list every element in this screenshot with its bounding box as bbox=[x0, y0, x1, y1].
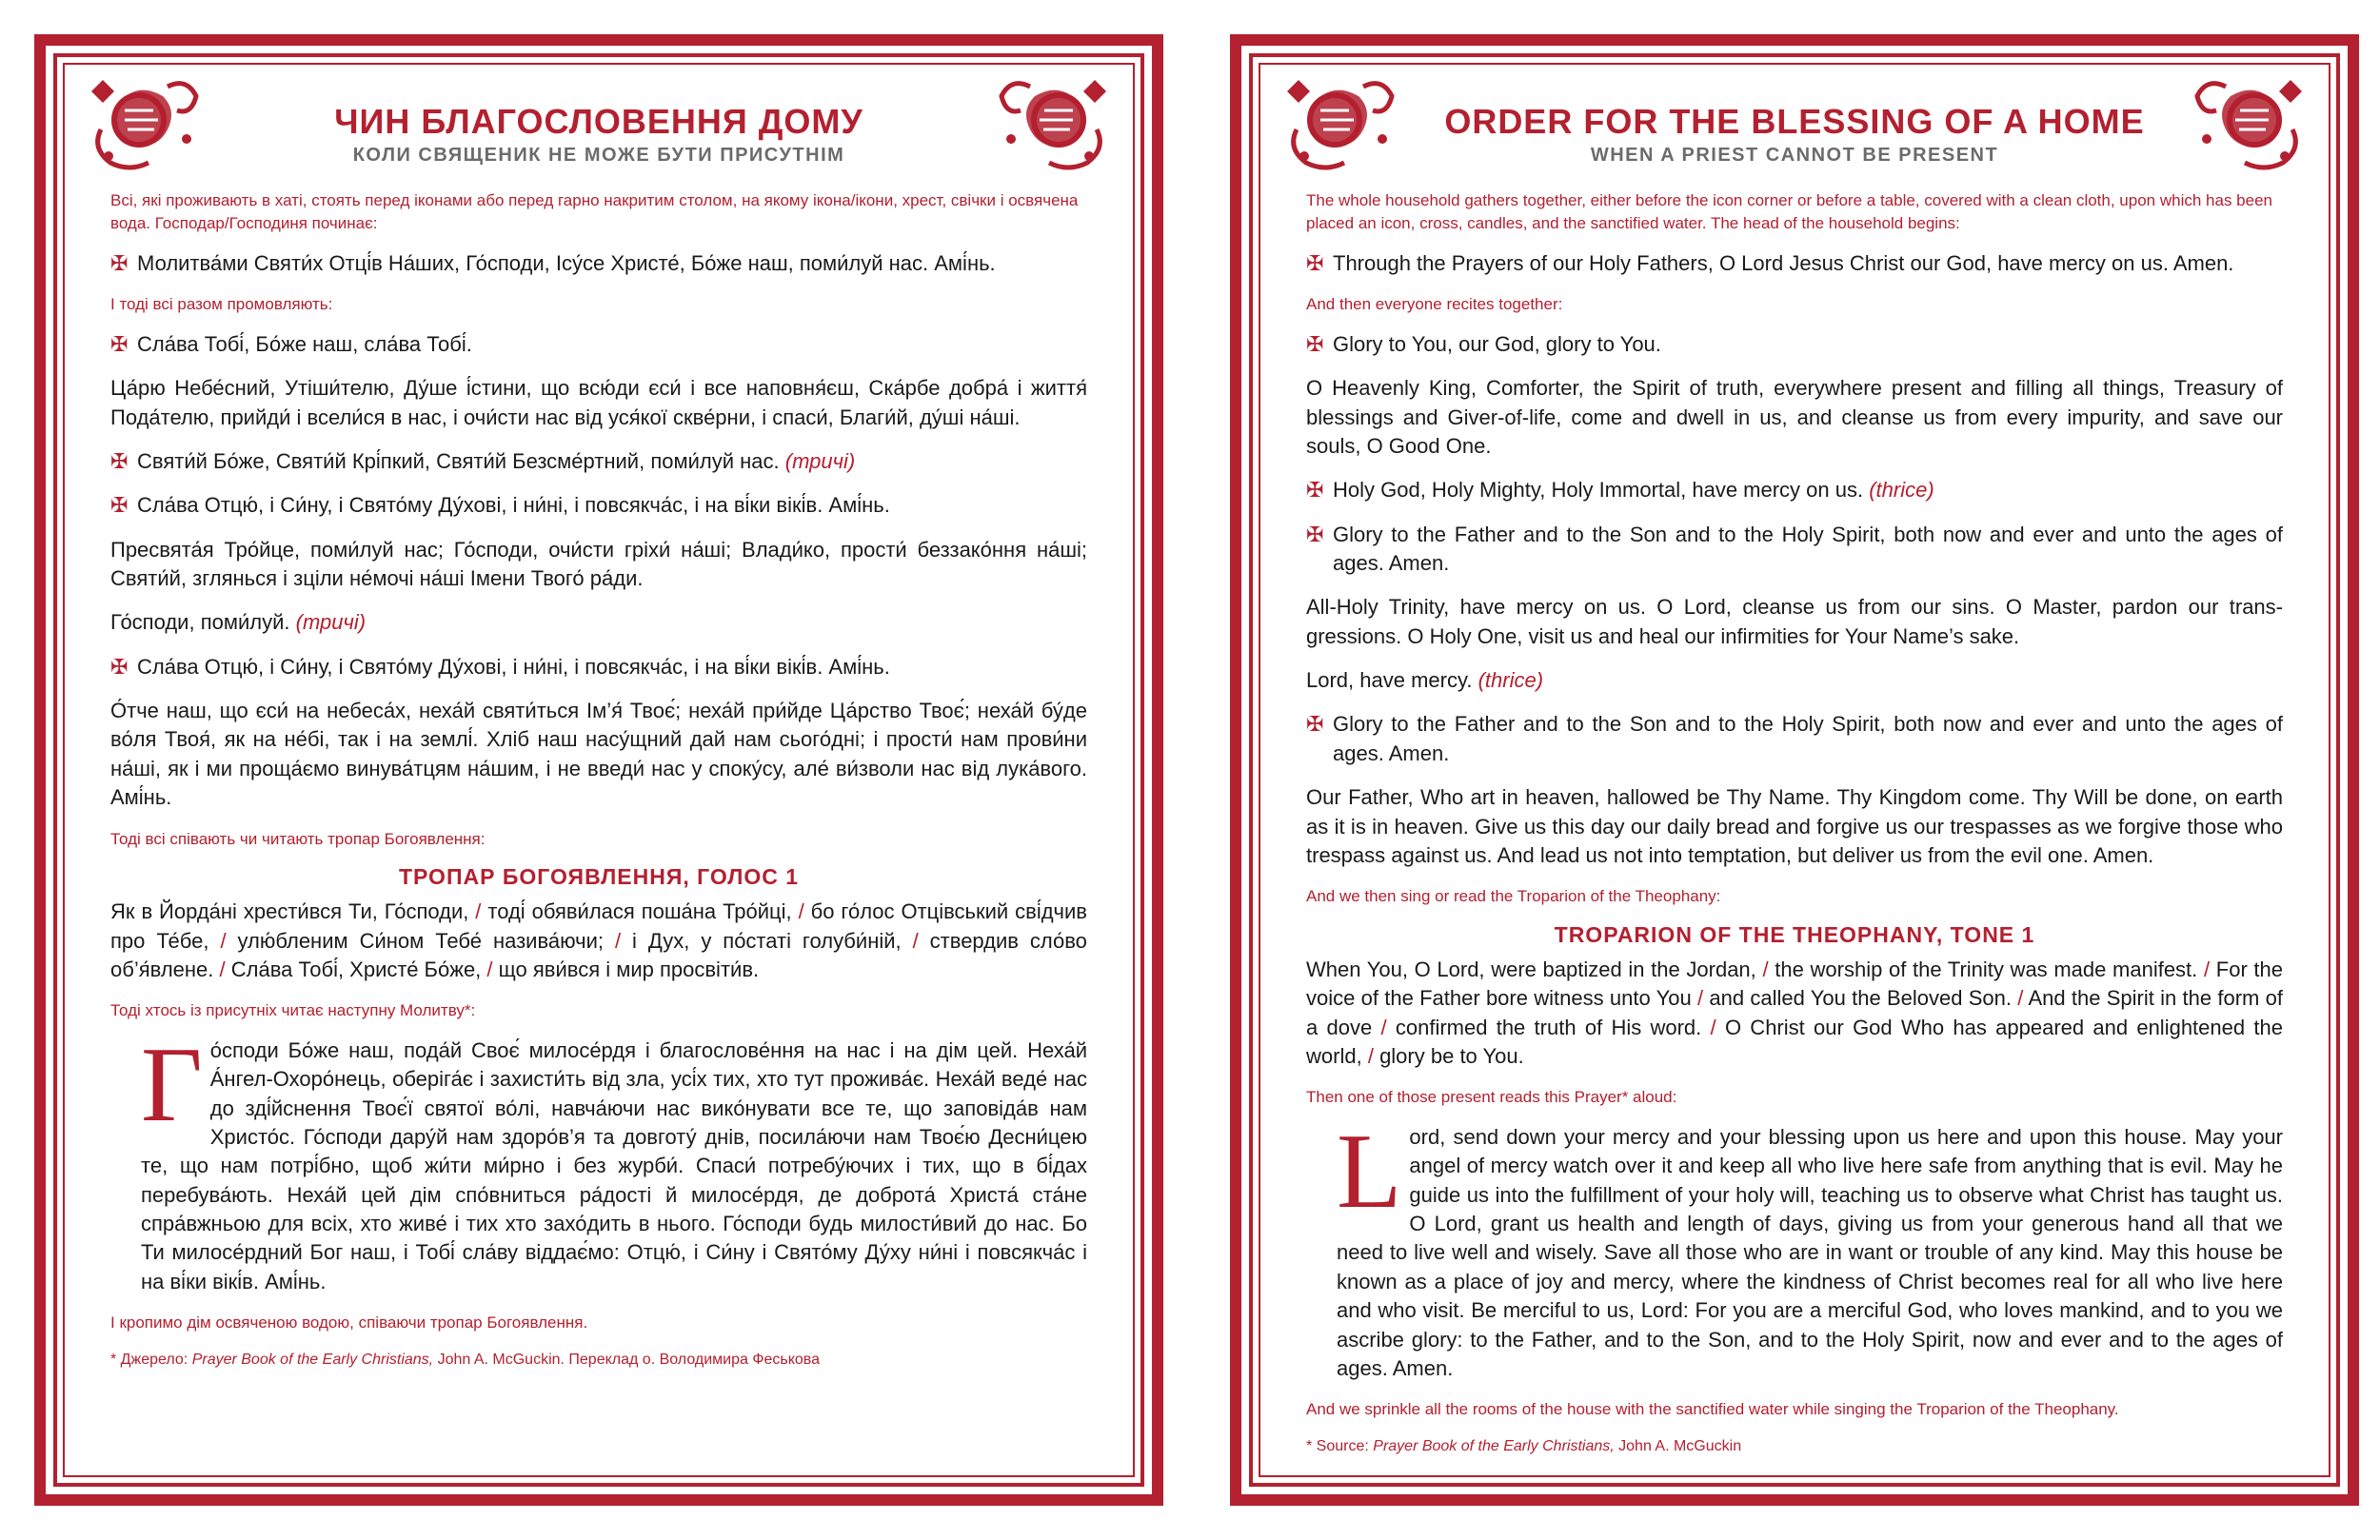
troparion-phrase: улю́бленим Си́ном Тебе́ назива́ючи; bbox=[237, 928, 605, 953]
drop-cap: L bbox=[1337, 1112, 1402, 1231]
troparion-phrase: Сла́ва Тобі́, Христе́ Бо́же, bbox=[230, 957, 482, 981]
prayer-text: Сла́ва Отцю́, і Си́ну, і Свято́му Ду́хові, і ни́ні, і повсякча́с, і на ві́ки вікі́в. Амі́нь. bbox=[137, 654, 890, 679]
source-note bbox=[110, 1349, 1087, 1372]
prayer-text: Through the Prayers of our Holy Fathers, O Lord Jesus Christ our God, have mercy on us. Amen. bbox=[1333, 250, 2234, 275]
troparion-phrase: тоді́ обяви́лася поша́на Тро́йці, bbox=[487, 899, 792, 924]
troparion-phrase: glory be to You. bbox=[1379, 1043, 1524, 1068]
heavenly-king-prayer: Ца́рю Небе́сний, Утіши́телю, Ду́ше і́стини, що всю́ди єси́ і все наповня́єш, Ска́рбе добра́ і життя́ Пода́телю, прийди́ і всели́ся в нас, і очи́сти нас від уся́кої скве́рни, і спаси́, Благи́й, ду́ші на́ші. bbox=[110, 376, 1087, 429]
rubric-prayer: Тоді хтось із присутніх читає наступну Молитву*: bbox=[110, 1001, 476, 1020]
rubric-prayer: Then one of those present reads this Prayer* aloud: bbox=[1306, 1088, 1677, 1107]
prayer-line-1 bbox=[110, 249, 1087, 278]
page-title: ЧИН БЛАГОСЛОВЕННЯ ДОМУ bbox=[334, 102, 863, 141]
rubric-sprinkle: І кропимо дім освяченою водою, співаючи тропар Богоявлення. bbox=[110, 1313, 588, 1333]
troparion-phrase: ствердив сло́во об’я́влене. bbox=[110, 928, 1087, 981]
rubric-intro: The whole household gathers together, either before the icon corner or before a table, covered with a clean cloth, upon which has been placed an icon, cross, candles, and the sanctified water. The head of the household begins: bbox=[1306, 190, 2272, 233]
rubric-troparion: And we then sing or read the Troparion of the Theophany: bbox=[1306, 887, 1721, 906]
thrice-note: (тричі) bbox=[784, 448, 856, 473]
troparion-phrase: бо го́лос Отцівський сві́дчив про Те́бе, bbox=[110, 899, 1087, 953]
our-father: Our Father, Who art in heaven, hallowed be Thy Name. Thy Kingdom come. Thy Will be done, on earth as it is in heaven. Give us this day our daily bread and forgive us our trespasses as we forgive those who trespass against us. And lead us not into temptation, but deliver us from the evil one. Amen. bbox=[1306, 785, 2283, 867]
prayer-text: Молитва́ми Святи́х Отці́в На́ших, Го́споди, Ісу́се Христе́, Бо́же наш, поми́луй нас. Амі́нь. bbox=[137, 250, 996, 275]
troparion-phrase: і Дух, у по́статі голуби́ній, bbox=[632, 928, 902, 953]
prayer-text: Glory to the Father and to the Son and to the Holy Spirit, both now and ever and unto the ages of ages. Amen. bbox=[1333, 712, 2283, 765]
trisagion bbox=[1306, 476, 2283, 504]
prayer-line-2 bbox=[110, 330, 1087, 359]
troparion-title: ТРОПАР БОГОЯВЛЕННЯ, ГОЛОС 1 bbox=[398, 864, 800, 890]
lord-have-mercy bbox=[110, 608, 1087, 637]
house-blessing-prayer bbox=[1306, 1112, 2283, 1383]
prayer-text: Lord, have mercy. bbox=[1306, 668, 1473, 693]
thrice-note: (тричі) bbox=[295, 610, 367, 635]
cross-icon: ✠ bbox=[1306, 522, 1324, 546]
drop-cap: Г bbox=[141, 1025, 203, 1144]
rubric-intro: Всі, які проживають в хаті, стоять перед іконами або перед гарно накритим столом, на якому ікона/ікони, хрест, свічки і освячена вода. Господар/Господиня починає: bbox=[110, 190, 1079, 233]
source-prefix: * Source: bbox=[1306, 1437, 1374, 1454]
prayer-text: Сла́ва Тобі́, Бо́же наш, сла́ва Тобі́. bbox=[137, 331, 472, 356]
heavenly-king-prayer: O Heavenly King, Comforter, the Spirit of truth, everywhere present and filling all things, Treasury of blessings and Giver-of-life, come and dwell in us, and cleanse us from every impurity, and save our souls, O Good One. bbox=[1306, 376, 2283, 458]
rubric-together: І тоді всі разом промовляють: bbox=[110, 295, 333, 314]
troparion-text: When You, O Lord, were baptized in the Jordan, / the worship of the Trinity was made manifest. / For the voice of the Father bore witness unto You / and called You the Beloved Son. / And the Spirit in the form of a dove / confirmed the truth of His word. / O Christ our God Who has appeared and enlightened the world, / glory be to You. bbox=[1306, 957, 2284, 1068]
cross-icon: ✠ bbox=[1306, 331, 1324, 356]
troparion-phrase: And the Spirit in the form of a dove bbox=[1306, 986, 2283, 1039]
glory-line-2 bbox=[110, 653, 1087, 681]
all-holy-trinity: All-Holy Trinity, have mercy on us. O Lord, cleanse us from our sins. O Master, pardon our transgressions. O Holy One, visit us and heal our infirmities for Your Name’s sake. bbox=[1306, 595, 2283, 648]
glory-line-2 bbox=[1306, 710, 2283, 768]
house-blessing-text: о́споди Бо́же наш, пода́й Своє́ милосе́рдя і благослове́ння на нас і на дім цей. Неха́й А́нгел-Охоро́нець, оберіга́є і захисти́ть від зла, усі́х тих, хто тут прожива́є. Неха́й веде́ нас до зді́йснення Твоє́ї святої во́лі, навча́ючи нас вико́нувати все те, що заповіда́в нам Христо́с. Го́споди дару́й нам здоро́в’я та довготу́ днів, посила́ючи нам Твоє́ю Десни́цею те, що нам потрі́бно, щоб жи́ти ми́рно і без журби́. Спаси́ потребу́ючих і тих, що в бі́дах перебува́ють. Неха́й цей дім спо́вниться ра́дості й милосе́рдя, де доброта́ Христа́ ста́не спра́вжньою для всіх, хто живе́ і тих хто захо́дить в нього. Го́споди будь милости́вий до нас. Бо Ти милосе́рдний Бог наш, і Тобі́ сла́ву віддає́мо: Отцю́, і Си́ну і Свято́му Ду́ху ни́ні і повсякча́с і на ві́ки вікі́в. Амі́нь. bbox=[141, 1037, 1087, 1293]
troparion-phrase: що яви́вся і мир просвіти́в. bbox=[498, 957, 760, 981]
troparion-phrase: and called You the Beloved Son. bbox=[1709, 986, 2012, 1011]
source-prefix: * Джерело: bbox=[110, 1351, 192, 1368]
cross-icon: ✠ bbox=[110, 493, 129, 518]
troparion-phrase: For the voice of the Father bore witness unto You bbox=[1306, 957, 2284, 1011]
trisagion bbox=[110, 447, 1087, 476]
source-book: Prayer Book of the Early Christians, bbox=[1373, 1437, 1615, 1454]
source-note bbox=[1306, 1435, 2283, 1458]
prayer-line-2 bbox=[1306, 330, 2283, 359]
cross-icon: ✠ bbox=[110, 448, 129, 473]
troparion-phrase: confirmed the truth of His word. bbox=[1395, 1015, 1702, 1039]
ukrainian-content bbox=[110, 103, 1087, 1456]
page-english bbox=[1230, 34, 2359, 1506]
prayer-line-1 bbox=[1306, 249, 2283, 278]
house-blessing-prayer bbox=[110, 1025, 1087, 1296]
glory-line-1 bbox=[110, 491, 1087, 520]
troparion-phrase: O Christ our God Who has appeared and enlightened the world, bbox=[1306, 1015, 2283, 1068]
prayer-text: Glory to You, our God, glory to You. bbox=[1333, 331, 1661, 356]
troparion-text: Як в Йорда́ні хрести́вся Ти, Го́споди, / тоді́ обяви́лася поша́на Тро́йці, / бо го́лос Отцівський сві́дчив про Те́бе, / улю́бленим Си́ном Тебе́ назива́ючи; / і Дух, у по́статі голуби́ній, / ствердив сло́во об’я́влене. / Сла́ва Тобі́, Христе́ Бо́же, / що яви́вся і мир просвіти́в. bbox=[110, 899, 1087, 981]
page-ukrainian bbox=[34, 34, 1163, 1506]
rubric-sprinkle: And we sprinkle all the rooms of the house with the sanctified water while singing the Troparion of the Theophany. bbox=[1306, 1400, 2119, 1419]
troparion-phrase: the worship of the Trinity was made manifest. bbox=[1775, 957, 2198, 981]
page-subtitle: WHEN A PRIEST CANNOT BE PRESENT bbox=[1590, 144, 1999, 166]
english-content bbox=[1306, 103, 2283, 1456]
our-father: О́тче наш, що єси́ на небеса́х, неха́й святи́ться Ім’я́ Твоє́; неха́й при́йде Ца́рство Твоє́; неха́й бу́де во́ля Твоя́, як на не́бі, так і на землі́. Хліб наш насу́щний дай нам сього́дні; і прости́ нам прови́ни на́ші, як і ми проща́ємо винува́тцям на́шим, і не введи́ нас у споку́су, але́ ви́зволи нас від лука́вого. Амі́нь. bbox=[110, 699, 1087, 810]
troparion-title: TROPARION OF THE THEOPHANY, TONE 1 bbox=[1554, 921, 2035, 947]
source-author: John A. McGuckin bbox=[1614, 1437, 1742, 1454]
prayer-text: Святи́й Бо́же, Святи́й Крі́пкий, Святи́й Безсме́ртний, поми́луй нас. bbox=[137, 448, 780, 473]
thrice-note: (thrice) bbox=[1478, 668, 1544, 693]
source-book: Prayer Book of the Early Christians, bbox=[191, 1351, 434, 1368]
cross-icon: ✠ bbox=[110, 331, 129, 356]
rubric-together: And then everyone recites together: bbox=[1306, 295, 1563, 314]
cross-icon: ✠ bbox=[1306, 478, 1324, 503]
rubric-troparion: Тоді всі співають чи читають тропар Богоявлення: bbox=[110, 829, 486, 848]
prayer-text: Holy God, Holy Mighty, Holy Immortal, have mercy on us. bbox=[1333, 478, 1864, 503]
page-title: ORDER FOR THE BLESSING OF A HOME bbox=[1444, 102, 2145, 141]
cross-icon: ✠ bbox=[110, 250, 129, 275]
house-blessing-text: ord, send down your mercy and your blessing upon us here and upon this house. May your angel of mercy watch over it and keep all who live here safe from anything that is evil. May he guide us into the fulfillment of your holy will, teaching us to observe what Christ has taught us. O Lord, grant us health and length of days, giving us from your generous hand all that we need to live well and wisely. Save all those who are in want or trouble of any kind. May this house be known as a place of joy and mercy, where the kindness of Christ becomes real for all who live here and who visit. Be merciful to us, Lord: For you are a merciful God, who loves mankind, and to you we ascribe glory: to the Father, and to the Son, and to the Holy Spirit, now and ever and to the ages of ages. Amen. bbox=[1337, 1124, 2283, 1380]
lord-have-mercy bbox=[1306, 666, 2283, 695]
prayer-text: Сла́ва Отцю́, і Си́ну, і Свято́му Ду́хові, і ни́ні, і повсякча́с, і на ві́ки вікі́в. Амі́нь. bbox=[137, 493, 890, 518]
prayer-text: Glory to the Father and to the Son and to the Holy Spirit, both now and ever and unto the ages of ages. Amen. bbox=[1333, 522, 2283, 576]
prayer-text: Го́споди, поми́луй. bbox=[110, 610, 290, 635]
all-holy-trinity: Пресвята́я Тро́йце, поми́луй нас; Го́споди, очи́сти гріхи́ на́ші; Влади́ко, прости́ беззако́ння на́ші; Святи́й, зглянься і зціли не́мочі на́ші Імени Твого́ ра́ди. bbox=[110, 537, 1087, 591]
cross-icon: ✠ bbox=[1306, 250, 1324, 275]
cross-icon: ✠ bbox=[110, 654, 129, 679]
cross-icon: ✠ bbox=[1306, 712, 1324, 737]
source-author: John A. McGuckin. Переклад о. Володимира Феськова bbox=[433, 1351, 821, 1368]
page-subtitle: КОЛИ СВЯЩЕНИК НЕ МОЖЕ БУТИ ПРИСУТНІМ bbox=[352, 144, 845, 166]
thrice-note: (thrice) bbox=[1869, 478, 1934, 503]
troparion-phrase: When You, O Lord, were baptized in the Jordan, bbox=[1306, 957, 1756, 981]
troparion-phrase: Як в Йорда́ні хрести́вся Ти, Го́споди, bbox=[110, 899, 469, 924]
glory-line-1 bbox=[1306, 521, 2283, 579]
